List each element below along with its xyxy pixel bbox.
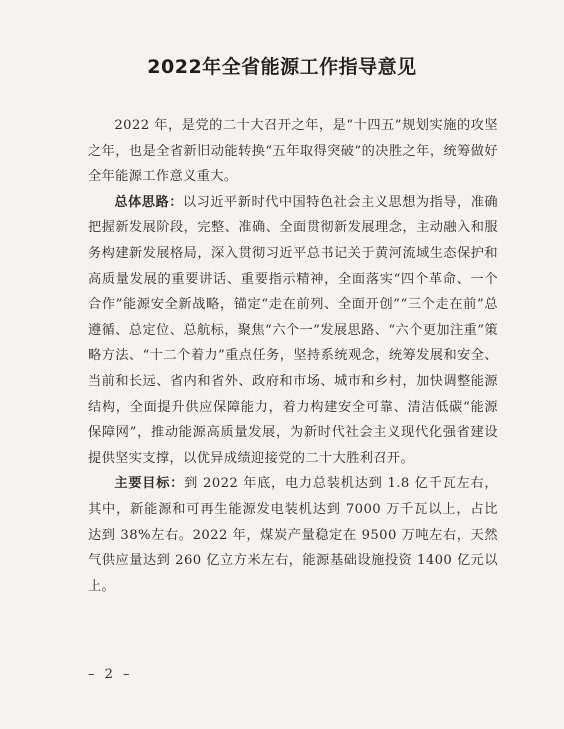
overall-thinking-paragraph <box>88 190 498 472</box>
overall-thinking-text: 以习近平新时代中国特色社会主义思想为指导，准确把握新发展阶段，完整、准确、全面贯彻新发展理念，主动融入和服务构建新发展格局，深入贯彻习近平总书记关于黄河流域生态保护和高质量发展的重要讲话、重要指示精神，全面落实“四个革命、一个合作”能源安全新战略，锚定“走在前列、全面开创”“三个走在前”总遵循、总定位、总航标，聚焦“六个一”发展思路、“六个更加注重”策略方法、“十二个着力”重点任务，坚持系统观念，统筹发展和安全、当前和长远、省内和省外、政府和市场、城市和乡村，加快调整能源结构，全面提升供应保障能力，着力构建安全可靠、清洁低碳“能源保障网”，推动能源高质量发展，为新时代社会主义现代化强省建设提供坚实支撑，以优异成绩迎接党的二十大胜利召开。 <box>88 194 499 466</box>
intro-paragraph: 2022 年，是党的二十大召开之年，是“十四五”规划实施的攻坚之年，也是全省新旧动能转换“五年取得突破”的决胜之年，统筹做好全年能源工作意义重大。 <box>88 118 498 185</box>
page-number: – 2 – <box>88 667 133 682</box>
overall-thinking-label: 总体思路： <box>114 194 183 210</box>
main-goals-label: 主要目标： <box>114 476 185 492</box>
document-body <box>88 113 498 599</box>
main-goals-paragraph <box>88 471 498 599</box>
document-title: 2022年全省能源工作指导意见 <box>147 56 417 78</box>
main-goals-text: 到 2022 年底，电力总装机达到 1.8 亿千瓦左右，其中，新能源和可再生能源发电装机达到 7000 万千瓦以上，占比达到 38%左右。2022 年，煤炭产量稳定在 9500 万吨左右，天然气供应量达到 260 亿立方米左右，能源基础设施投资 1400 亿元以上。 <box>88 476 498 594</box>
